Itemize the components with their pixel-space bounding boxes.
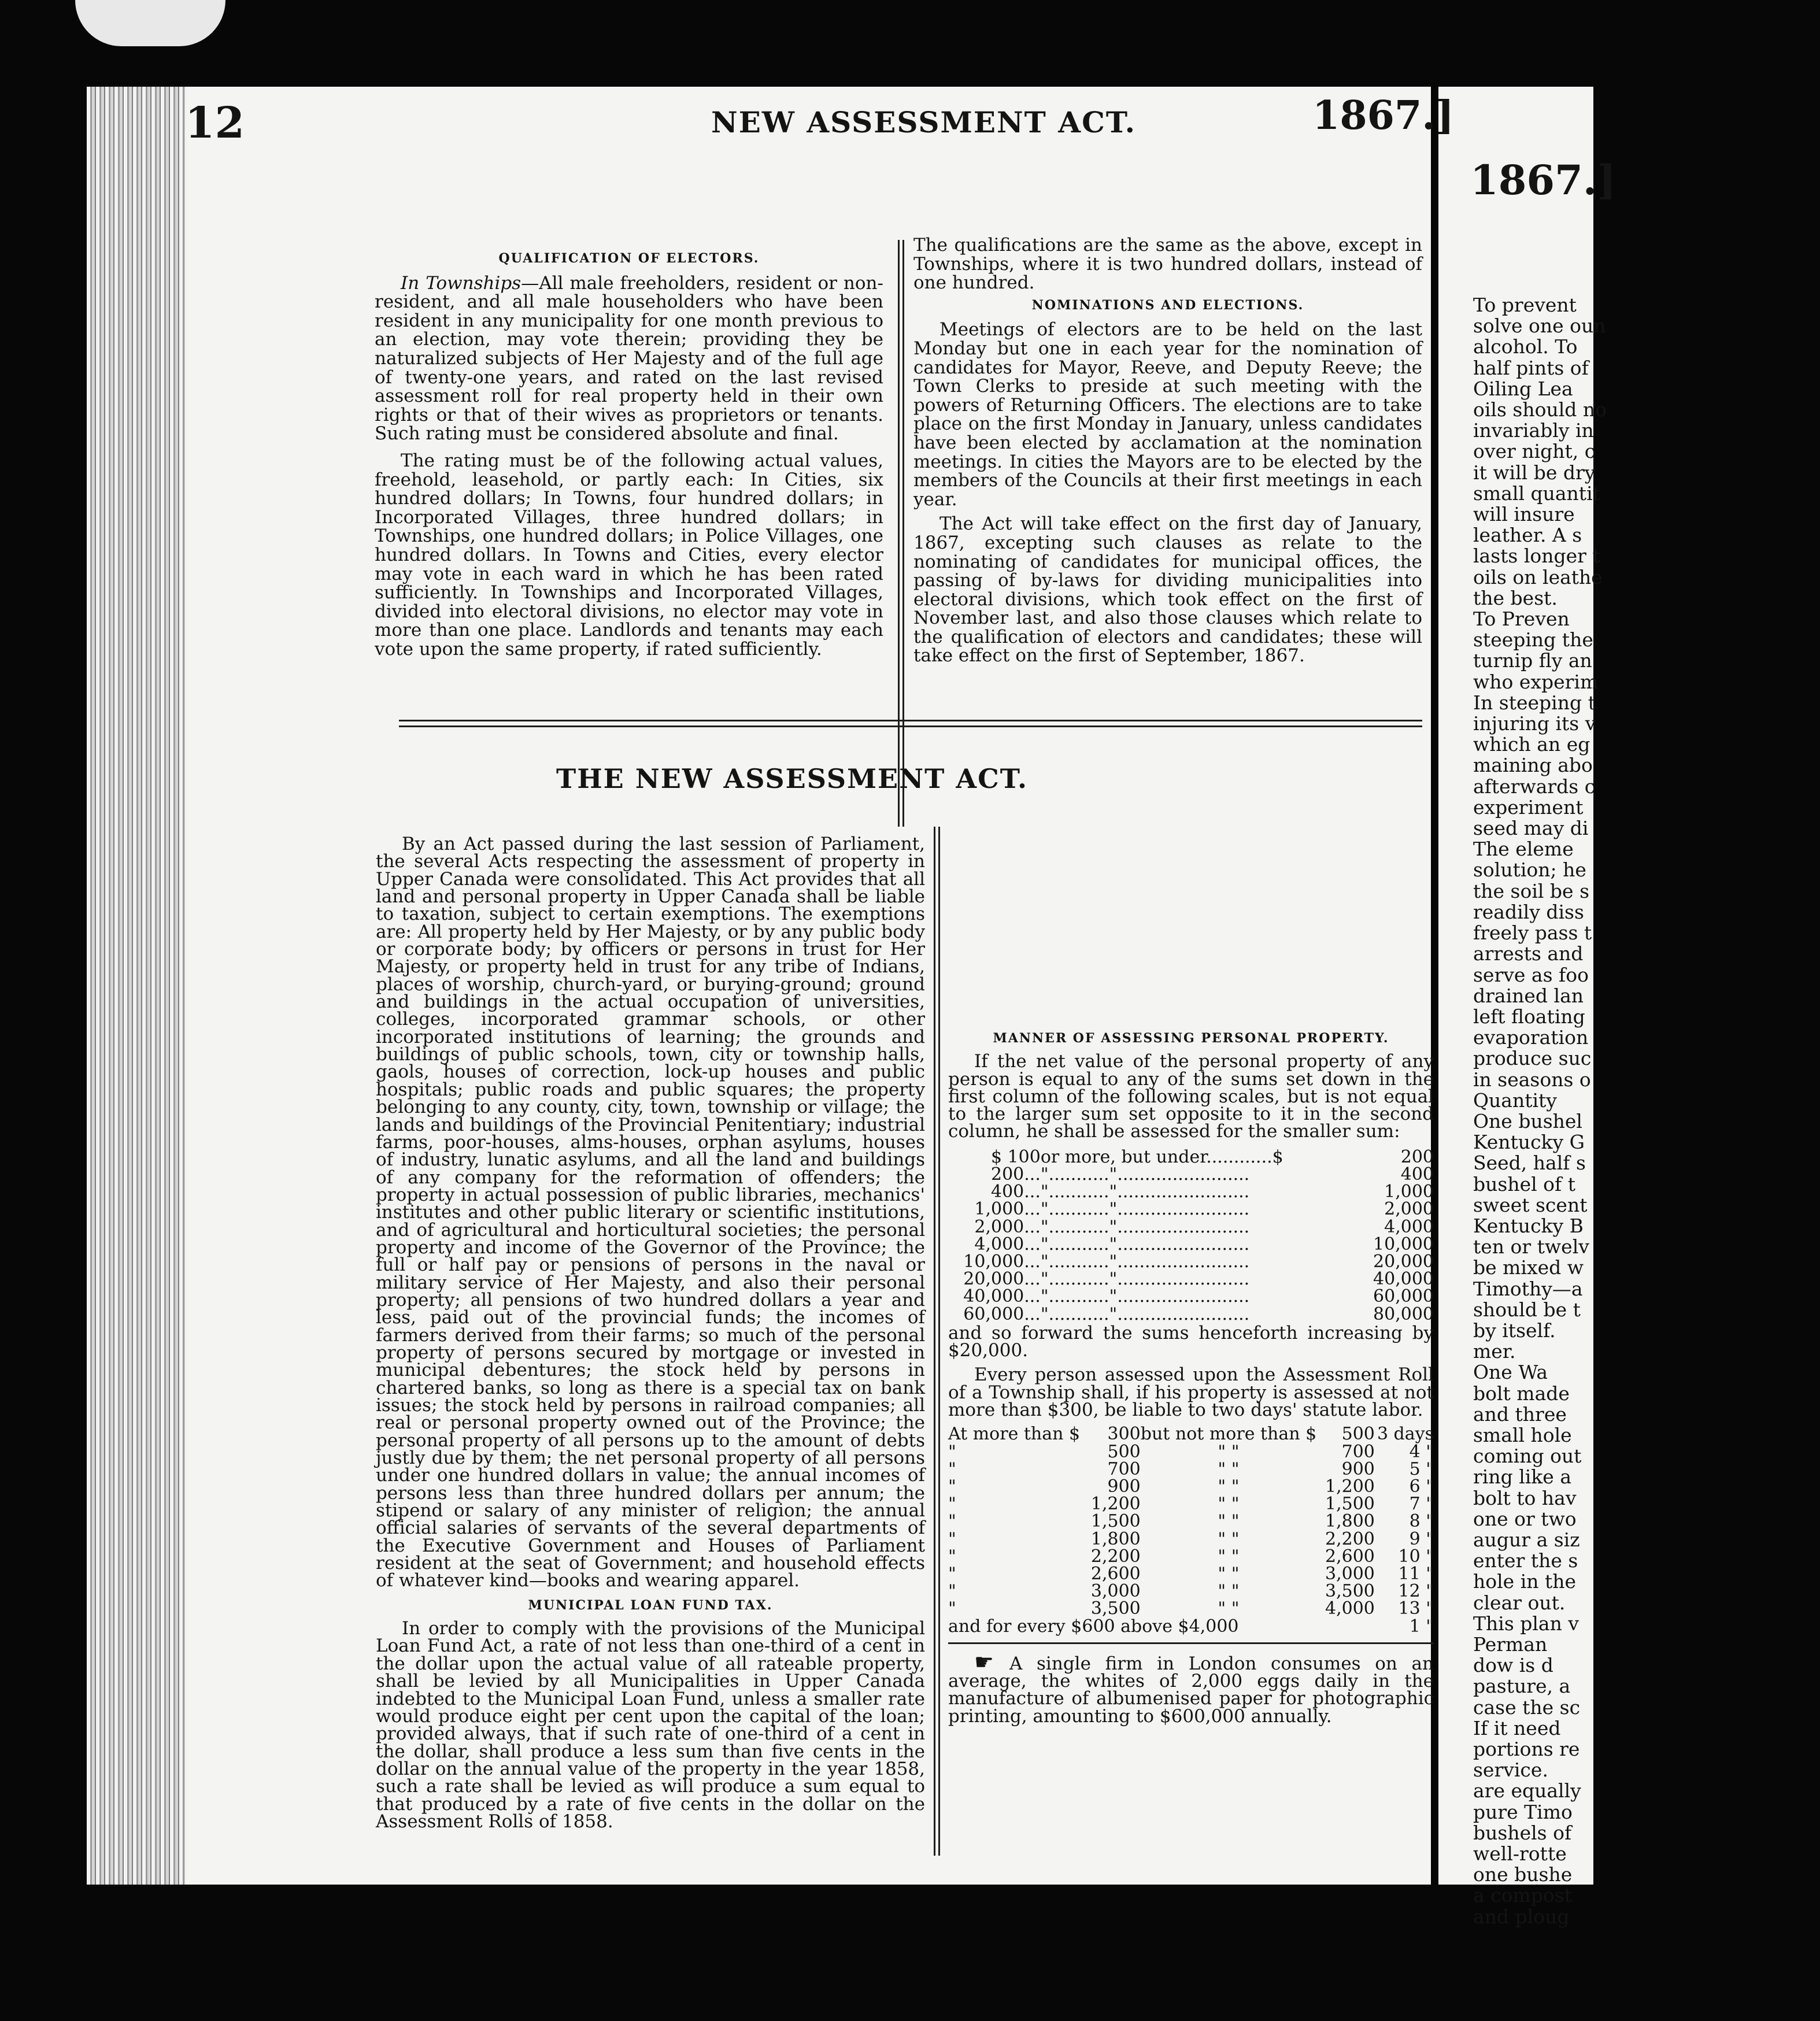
page-edges <box>87 87 191 1885</box>
pointing-hand-icon: ☛ <box>974 1649 1009 1675</box>
labor-mid: " " <box>1218 1563 1240 1584</box>
scale-mid: "..........."........................ <box>1040 1199 1250 1220</box>
scale-row <box>948 1201 1434 1218</box>
labor-days: 3 days <box>1377 1424 1434 1445</box>
labor-from: 1,200 <box>1090 1494 1141 1515</box>
labor-mid: " " <box>1218 1581 1240 1602</box>
labor-mid: " " <box>1218 1546 1240 1567</box>
right-page-line: solve one oun <box>1473 314 1606 338</box>
scale-to: 4,000 <box>1384 1216 1434 1237</box>
right-page-line: Kentucky B <box>1473 1214 1584 1237</box>
nominations-column <box>913 236 1422 665</box>
labor-mid: " " <box>1218 1528 1240 1549</box>
labor-row <box>948 1426 1434 1443</box>
right-page-line: readily diss <box>1473 900 1584 923</box>
right-page-line: the best. <box>1473 586 1558 609</box>
scale-row <box>948 1183 1434 1201</box>
right-page-line: leather. A s <box>1473 524 1582 547</box>
scale-row <box>948 1236 1434 1253</box>
article-column-left <box>376 835 925 1830</box>
page-number: 12 <box>185 98 245 148</box>
right-page-line: turnip fly an <box>1473 649 1592 672</box>
right-page-line: Oiling Lea <box>1473 377 1573 400</box>
electors-column <box>375 246 883 658</box>
right-page-line: one or two <box>1473 1507 1577 1530</box>
right-page-line: one bushe <box>1473 1863 1573 1886</box>
right-page-fragments <box>1473 295 1820 1927</box>
right-page-line: freely pass t <box>1473 921 1592 945</box>
labor-after-days: 1 " <box>1409 1616 1434 1637</box>
labor-days: 11 " <box>1398 1563 1434 1584</box>
right-page-line: If it need <box>1473 1716 1561 1739</box>
right-page-line: a compost <box>1473 1884 1572 1907</box>
labor-mid: but not more than $ <box>1140 1424 1317 1445</box>
labor-to: 700 <box>1341 1441 1375 1462</box>
labor-paragraph: Every person assessed upon the Assessment Roll of a Township shall, if his property is assessed at not more than $300, be liable to two days' statute labor. <box>948 1364 1434 1420</box>
right-page-line: ring like a <box>1473 1465 1571 1489</box>
scale-from: 200... <box>990 1164 1041 1185</box>
eggs-text: A single firm in London consumes on an average, the whites of 2,000 eggs daily in the manufacture of albumenised paper for photographic printing, amounting to $600,000 annually. <box>948 1653 1434 1727</box>
scale-to: 2,000 <box>1384 1199 1434 1220</box>
labor-row <box>948 1565 1434 1583</box>
labor-to: 3,000 <box>1325 1563 1375 1584</box>
electors-paragraph <box>375 274 883 443</box>
labor-to: 1,800 <box>1325 1511 1375 1532</box>
right-page-line: maining abo <box>1473 754 1593 777</box>
right-page-line: arrests and <box>1473 942 1584 965</box>
running-year: 1867.] <box>1312 92 1455 139</box>
right-page-line: One bushel <box>1473 1109 1582 1132</box>
scale-to: 60,000 <box>1373 1286 1434 1307</box>
scale-row <box>948 1306 1434 1323</box>
right-page-line: half pints of <box>1473 356 1589 379</box>
scale-row <box>948 1149 1434 1166</box>
loan-heading: MUNICIPAL LOAN FUND TAX. <box>528 1597 773 1613</box>
labor-days: 7 " <box>1409 1494 1434 1515</box>
right-page-line: small quantit <box>1473 482 1600 505</box>
right-page-line: evaporation <box>1473 1026 1589 1049</box>
right-page-line: pure Timo <box>1473 1800 1573 1823</box>
right-page <box>1438 87 1616 1928</box>
scale-mid: "..........."........................ <box>1040 1286 1250 1307</box>
scale-after: and so forward the sums henceforth increasing by $20,000. <box>948 1322 1434 1361</box>
right-page-line: pasture, a <box>1473 1675 1571 1698</box>
scale-to: 10,000 <box>1373 1234 1434 1254</box>
labor-from: 3,000 <box>1090 1581 1141 1602</box>
labor-from: 1,800 <box>1090 1528 1141 1549</box>
right-page-line: bolt to hav <box>1473 1486 1577 1509</box>
right-page-line: The eleme <box>1473 838 1574 861</box>
right-page-line: the soil be s <box>1473 879 1590 902</box>
column-rule-top-2 <box>902 240 904 827</box>
labor-lead: " <box>948 1494 956 1515</box>
scale-to: 80,000 <box>1373 1304 1434 1324</box>
scale-from: 400... <box>990 1182 1041 1202</box>
labor-mid: " " <box>1218 1459 1240 1479</box>
labor-to: 500 <box>1341 1424 1375 1445</box>
right-page-line: who experim <box>1473 670 1599 693</box>
labor-mid: " " <box>1218 1598 1240 1619</box>
running-title: NEW ASSESSMENT ACT. <box>711 105 1137 139</box>
labor-to: 1,200 <box>1325 1476 1375 1497</box>
exemptions-paragraph: By an Act passed during the last session of Parliament, the several Acts respecting the assessment of property in Upper Canada were consolidated. This Act provides that all land and personal property in Upper Canada shall be liable to taxation, subject to certain exemptions. The exemptions are: All property held by Her Majesty, or by any public body or corporate body; by officers or persons in trust for Her Majesty, or property held in trust for any tribe of Indians, places of worship, church-yard, or burying-ground; ground and buildings in the actual occupation of universities, colleges, incorporated grammar schools, or other incorporated institutions of learning; the grounds and buildings of public schools, town, city or township halls, gaols, houses of correction, lock-up houses and public hospitals; public roads and public squares; the property belonging to any county, city, town, township or village; the lands and buildings of the Provincial Penitentiary; industrial farms, poor-houses, alms-houses, orphan asylums, houses of industry, lunatic asylums, and all the land and buildings of any company for the reformation of offenders; the property in actual possession of public libraries, mechanics' institutes and other public literary or scientific institutions, and of agricultural and horticultural societies; the personal property and income of the Governor of the Province; the full or half pay or pensions of persons in the naval or military service of Her Majesty, and also their personal property; all pensions of two hundred dollars a year and less, paid out of the provincial funds; the incomes of farmers derived from their farms; so much of the personal property of persons secured by mortgage or invested in municipal debentures; the stock held by persons in chartered banks, so long as there is a special tax on bank issues; the stock held by persons in railroad companies; all real or personal property owned out of the Province; the personal property of all persons up to the amount of debts justly due by them; the net personal property of all persons under one hundred dollars in value; the annual incomes of persons less than three hundred dollars per annum; the stipend or salary of any minister of religion; the annual official salaries of servants of the several departments of the Executive Government and Houses of Parliament resident at the seat of Government; and household effects of whatever kind—books and wearing apparel. <box>376 834 925 1591</box>
right-page-line: solution; he <box>1473 858 1586 882</box>
labor-row <box>948 1600 1434 1617</box>
right-page-line: service. <box>1473 1759 1548 1782</box>
electors-heading: QUALIFICATION OF ELECTORS. <box>498 251 760 266</box>
scale-from: 10,000... <box>963 1252 1041 1272</box>
right-page-line: Seed, half s <box>1473 1152 1586 1175</box>
electors-lead: In Townships <box>401 272 521 294</box>
labor-from: 2,600 <box>1090 1563 1141 1584</box>
right-page-line: experiment <box>1473 795 1584 819</box>
section-rule <box>399 720 1422 721</box>
scale-from: 40,000... <box>963 1286 1041 1307</box>
scale-from: 4,000... <box>974 1234 1041 1254</box>
right-page-line: hole in the <box>1473 1570 1577 1593</box>
labor-from: 1,500 <box>1090 1511 1141 1532</box>
right-page-line: are equally <box>1473 1779 1581 1802</box>
labor-lead: " <box>948 1459 956 1479</box>
scale-from: $ 100 <box>990 1146 1041 1167</box>
right-page-line: afterwards c <box>1473 775 1596 798</box>
article-title: THE NEW ASSESSMENT ACT. <box>556 763 1029 794</box>
right-page-line: bushel of t <box>1473 1172 1575 1195</box>
labor-lead: " <box>948 1546 956 1567</box>
right-page-line: oils on leathe <box>1473 565 1603 588</box>
scale-row <box>948 1288 1434 1305</box>
labor-row <box>948 1531 1434 1548</box>
labor-row <box>948 1478 1434 1496</box>
labor-mid: " " <box>1218 1476 1240 1497</box>
right-page-line: portions re <box>1473 1738 1580 1761</box>
labor-days: 8 " <box>1409 1511 1434 1532</box>
labor-lead: " <box>948 1511 956 1532</box>
right-page-line: One Wa <box>1473 1361 1548 1384</box>
right-page-line: invariably in <box>1473 419 1594 442</box>
labor-row <box>948 1513 1434 1530</box>
loan-paragraph: In order to comply with the provisions of the Municipal Loan Fund Act, a rate of not less than one-third of a cent in the dollar upon the actual value of all rateable property, shall be levied by all Municipalities in Upper Canada indebted to the Municipal Loan Fund, unless a smaller rate would produce eight per cent upon the capital of the loan; provided always, that if such rate of one-third of a cent in the dollar, shall produce a less sum than five cents in the dollar on the annual value of the property in the year 1858, such a rate shall be levied as will produce a sum equal to that produced by a rate of five cents in the dollar on the Assessment Rolls of 1858. <box>376 1618 925 1832</box>
right-page-line: Timothy—a <box>1473 1277 1583 1300</box>
labor-days: 4 " <box>1409 1441 1434 1462</box>
scale-from: 1,000... <box>974 1199 1041 1220</box>
right-page-line: To Preven <box>1473 608 1570 631</box>
right-page-line: well-rotte <box>1473 1842 1567 1865</box>
column-rule-bottom-2 <box>938 827 940 1856</box>
labor-from: 700 <box>1107 1459 1141 1479</box>
article-column-right <box>948 1026 1434 1725</box>
right-page-line: should be t <box>1473 1298 1581 1321</box>
labor-to: 2,200 <box>1325 1528 1375 1549</box>
right-page-line: in seasons o <box>1473 1068 1591 1091</box>
right-page-header: 1867.] <box>1470 156 1616 204</box>
scale-mid: "..........."........................ <box>1040 1252 1250 1272</box>
scale-mid: "..........."........................ <box>1040 1304 1250 1324</box>
labor-days: 13 " <box>1398 1598 1434 1619</box>
labor-after: and for every $600 above $4,000 <box>948 1616 1239 1637</box>
right-page-line: augur a siz <box>1473 1528 1580 1551</box>
scale-to: 1,000 <box>1384 1182 1434 1202</box>
scale-to: 40,000 <box>1373 1269 1434 1290</box>
nominations-paragraph: Meetings of electors are to be held on the last Monday but one in each year for the nomination of candidates for Mayor, Reeve, and Deputy Reeve; the Town Clerks to preside at such meeting with the powers of Returning Officers. The elections are to take place on the first Monday in January, unless candidates have been elected by acclamation at the nomination meetings. In cities the Mayors are to be elected by the members of the Councils at their first meetings in each year. <box>913 319 1422 510</box>
qualification-paragraph: The qualifications are the same as the above, except in Townships, where it is two hundred dollars, instead of one hundred. <box>913 235 1422 294</box>
labor-row <box>948 1548 1434 1565</box>
scale-table <box>948 1146 1434 1324</box>
scan-artifact <box>75 0 225 46</box>
scale-mid: or more, but under............$ <box>1040 1146 1283 1167</box>
right-page-line: seed may di <box>1473 817 1589 840</box>
electors-text: —All male freeholders, resident or non-resident, and all male householders who have been resident in any municipality for one month previous to an election, may vote therein; providing they be naturalized subjects of Her Majesty and of the full age of twenty-one years, and rated on the last revised assessment roll for real property held in their own rights or that of their wives as proprietors or tenants. Such rating must be considered absolute and final. <box>375 272 883 445</box>
labor-lead: " <box>948 1476 956 1497</box>
right-page-line: over night, c <box>1473 440 1596 463</box>
scale-mid: "..........."........................ <box>1040 1182 1250 1202</box>
labor-lead: " <box>948 1563 956 1584</box>
right-page-line: bushels of <box>1473 1821 1572 1844</box>
labor-from: 3,500 <box>1090 1598 1141 1619</box>
right-page-line: sweet scent <box>1473 1193 1588 1216</box>
labor-days: 12 " <box>1398 1581 1434 1602</box>
labor-lead: At more than $ <box>948 1424 1081 1445</box>
right-page-line: oils should no <box>1473 398 1607 421</box>
scale-to: 400 <box>1400 1164 1434 1185</box>
labor-lead: " <box>948 1528 956 1549</box>
labor-days: 6 " <box>1409 1476 1434 1497</box>
personal-paragraph: If the net value of the personal property of any person is equal to any of the sums set down in the first column of the following scales, but is not equal to the larger sum set opposite to it in the second column, he shall be assessed for the smaller sum: <box>948 1051 1434 1142</box>
right-page-line: injuring its v <box>1473 712 1596 735</box>
labor-to: 4,000 <box>1325 1598 1375 1619</box>
right-page-line: mer. <box>1473 1340 1516 1363</box>
scale-to: 20,000 <box>1373 1252 1434 1272</box>
right-page-line: left floating <box>1473 1005 1585 1028</box>
labor-to: 900 <box>1341 1459 1375 1479</box>
scale-mid: "..........."........................ <box>1040 1216 1250 1237</box>
labor-from: 300 <box>1107 1424 1141 1445</box>
right-page-line: Kentucky G <box>1473 1131 1585 1154</box>
eggs-paragraph <box>948 1649 1434 1727</box>
right-page-line: Quantity <box>1473 1089 1557 1112</box>
scale-row <box>948 1219 1434 1236</box>
labor-to: 2,600 <box>1325 1546 1375 1567</box>
right-page-line: and three <box>1473 1402 1567 1426</box>
effect-paragraph: The Act will take effect on the first day of January, 1867, excepting such clauses as relate to the nominating of candidates for municipal offices, the passing of by-laws for dividing municipalities into electoral divisions, which took effect on the first of November last, and also those clauses which relate to the qualification of electors and candidates; these will take effect on the first of September, 1867. <box>913 513 1422 667</box>
labor-row <box>948 1496 1434 1513</box>
right-page-line: alcohol. To <box>1473 335 1578 358</box>
labor-lead: " <box>948 1581 956 1602</box>
labor-days: 9 " <box>1409 1528 1434 1549</box>
right-page-line: enter the s <box>1473 1549 1578 1572</box>
scale-row <box>948 1271 1434 1288</box>
right-page-line: will insure <box>1473 503 1575 526</box>
labor-row <box>948 1583 1434 1600</box>
labor-to: 3,500 <box>1325 1581 1375 1602</box>
scale-to: 200 <box>1400 1146 1434 1167</box>
right-page-line: In steeping t <box>1473 691 1596 714</box>
right-page-line: case the sc <box>1473 1696 1581 1719</box>
right-page-line: This plan v <box>1473 1612 1579 1635</box>
labor-row <box>948 1443 1434 1461</box>
scale-row <box>948 1166 1434 1183</box>
scale-from: 20,000... <box>963 1269 1041 1290</box>
right-page-line: lasts longer t <box>1473 545 1600 568</box>
labor-mid: " " <box>1218 1494 1240 1515</box>
section-rule-2 <box>399 726 1422 727</box>
right-page-line: drained lan <box>1473 984 1584 1007</box>
right-page-line: which an eg <box>1473 733 1590 756</box>
labor-days: 10 " <box>1398 1546 1434 1567</box>
right-page-line: be mixed w <box>1473 1256 1584 1279</box>
labor-from: 500 <box>1107 1441 1141 1462</box>
right-page-line: bolt made <box>1473 1382 1570 1405</box>
right-page-line: coming out <box>1473 1445 1582 1468</box>
labor-after-row <box>948 1618 1434 1635</box>
scale-from: 60,000... <box>963 1304 1041 1324</box>
right-page-line: produce suc <box>1473 1047 1592 1070</box>
labor-from: 2,200 <box>1090 1546 1141 1567</box>
labor-table <box>948 1426 1434 1617</box>
labor-from: 900 <box>1107 1476 1141 1497</box>
scale-mid: "..........."........................ <box>1040 1234 1250 1254</box>
right-page-line: it will be dry <box>1473 461 1596 484</box>
right-page-line: ten or twelv <box>1473 1235 1589 1259</box>
right-page-line: dow is d <box>1473 1654 1553 1677</box>
rating-paragraph: The rating must be of the following actual values, freehold, leasehold, or partly each: In Cities, six hundred dollars; In Towns, four hundred dollars; in Incorporated Villages, three hundred dollars; in Townships, one hundred dollars; in Police Villages, one hundred dollars. In Towns and Cities, every elector may vote in each ward in which he has been rated sufficiently. In Townships and Incorporated Villages, divided into electoral divisions, no elector may vote in more than one place. Landlords and tenants may each vote upon the same property, if rated sufficiently. <box>375 450 883 660</box>
right-page-line: Perman <box>1473 1633 1548 1656</box>
labor-lead: " <box>948 1598 956 1619</box>
right-page-line: small hole <box>1473 1423 1572 1446</box>
right-page-line: by itself. <box>1473 1319 1556 1342</box>
right-page-line: To prevent <box>1473 294 1577 316</box>
eggs-rule <box>948 1642 1434 1644</box>
nominations-heading: NOMINATIONS AND ELECTIONS. <box>1031 297 1304 313</box>
labor-to: 1,500 <box>1325 1494 1375 1515</box>
scale-mid: "..........."........................ <box>1040 1269 1250 1290</box>
right-page-line: and ploug <box>1473 1905 1570 1928</box>
column-rule-bottom <box>934 827 935 1856</box>
labor-mid: " " <box>1218 1441 1240 1462</box>
right-page-line: serve as foo <box>1473 963 1589 986</box>
scale-row <box>948 1253 1434 1271</box>
scale-mid: "..........."........................ <box>1040 1164 1250 1185</box>
right-page-line: steeping the <box>1473 628 1593 652</box>
labor-days: 5 " <box>1409 1459 1434 1479</box>
scale-from: 2,000... <box>974 1216 1041 1237</box>
labor-lead: " <box>948 1441 956 1462</box>
labor-row <box>948 1461 1434 1478</box>
right-page-line: clear out. <box>1473 1591 1566 1614</box>
labor-mid: " " <box>1218 1511 1240 1532</box>
column-rule-top <box>898 240 900 827</box>
personal-heading: MANNER OF ASSESSING PERSONAL PROPERTY. <box>993 1031 1389 1046</box>
